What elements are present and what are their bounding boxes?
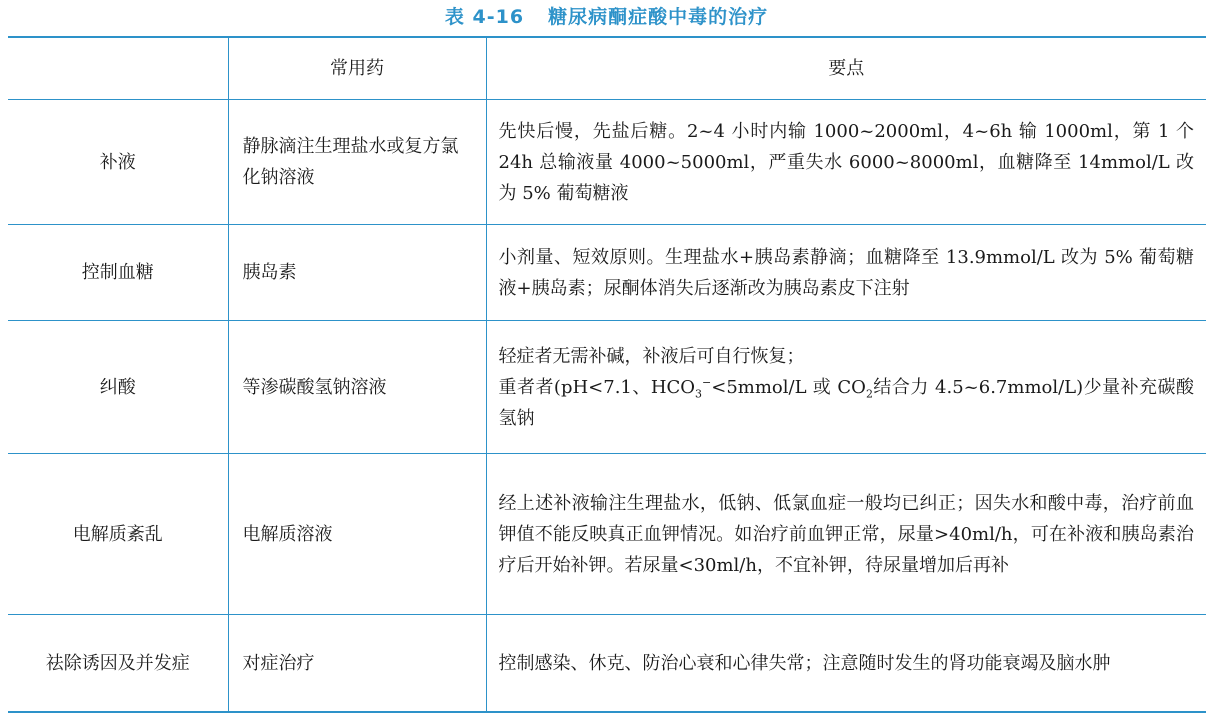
row-drug: 胰岛素 (228, 225, 486, 321)
header-category (8, 37, 228, 100)
header-drug: 常用药 (228, 37, 486, 100)
treatment-table (8, 36, 1206, 713)
row-category: 补液 (8, 100, 228, 225)
table-row (8, 100, 1206, 225)
row-points: 先快后慢，先盐后糖。2~4 小时内输 1000~2000ml，4~6h 输 1000ml，第 1 个 24h 总输液量 4000~5000ml，严重失水 6000~8000ml，血糖降至 14mmol/L 改为 5% 葡萄糖液 (486, 100, 1206, 225)
row-category: 纠酸 (8, 321, 228, 454)
table-number: 表 4-16 (444, 6, 525, 28)
row-category: 电解质紊乱 (8, 454, 228, 615)
row-category: 控制血糖 (8, 225, 228, 321)
table-row (8, 454, 1206, 615)
table-row (8, 225, 1206, 321)
table-row (8, 321, 1206, 454)
row-category: 祛除诱因及并发症 (8, 615, 228, 713)
row-points (486, 321, 1206, 454)
header-row (8, 37, 1206, 100)
points-line-1: 轻症者无需补碱，补液后可自行恢复； (498, 345, 805, 367)
row-drug: 等渗碳酸氢钠溶液 (228, 321, 486, 454)
table-row (8, 615, 1206, 713)
row-drug: 对症治疗 (228, 615, 486, 713)
row-points: 经上述补液输注生理盐水，低钠、低氯血症一般均已纠正；因失水和酸中毒，治疗前血钾值不能反映真正血钾情况。如治疗前血钾正常，尿量>40ml/h，可在补液和胰岛素治疗后开始补钾。若尿量<30ml/h，不宜补钾，待尿量增加后再补 (486, 454, 1206, 615)
row-points: 控制感染、休克、防治心衰和心律失常；注意随时发生的肾功能衰竭及脑水肿 (486, 615, 1206, 713)
table-caption: 糖尿病酮症酸中毒的治疗 (548, 6, 769, 28)
row-drug: 静脉滴注生理盐水或复方氯化钠溶液 (228, 100, 486, 225)
row-points: 小剂量、短效原则。生理盐水+胰岛素静滴；血糖降至 13.9mmol/L 改为 5% 葡萄糖液+胰岛素；尿酮体消失后逐渐改为胰岛素皮下注射 (486, 225, 1206, 321)
table-title (0, 2, 1213, 29)
row-drug: 电解质溶液 (228, 454, 486, 615)
points-line-2: 重者者(pH<7.1、$HCO_3^-<5mmol/L$ 或 $CO_2$结合力 4.5~6.7mmol/L)少量补充碳酸氢钠 (498, 375, 1194, 429)
header-points: 要点 (486, 37, 1206, 100)
